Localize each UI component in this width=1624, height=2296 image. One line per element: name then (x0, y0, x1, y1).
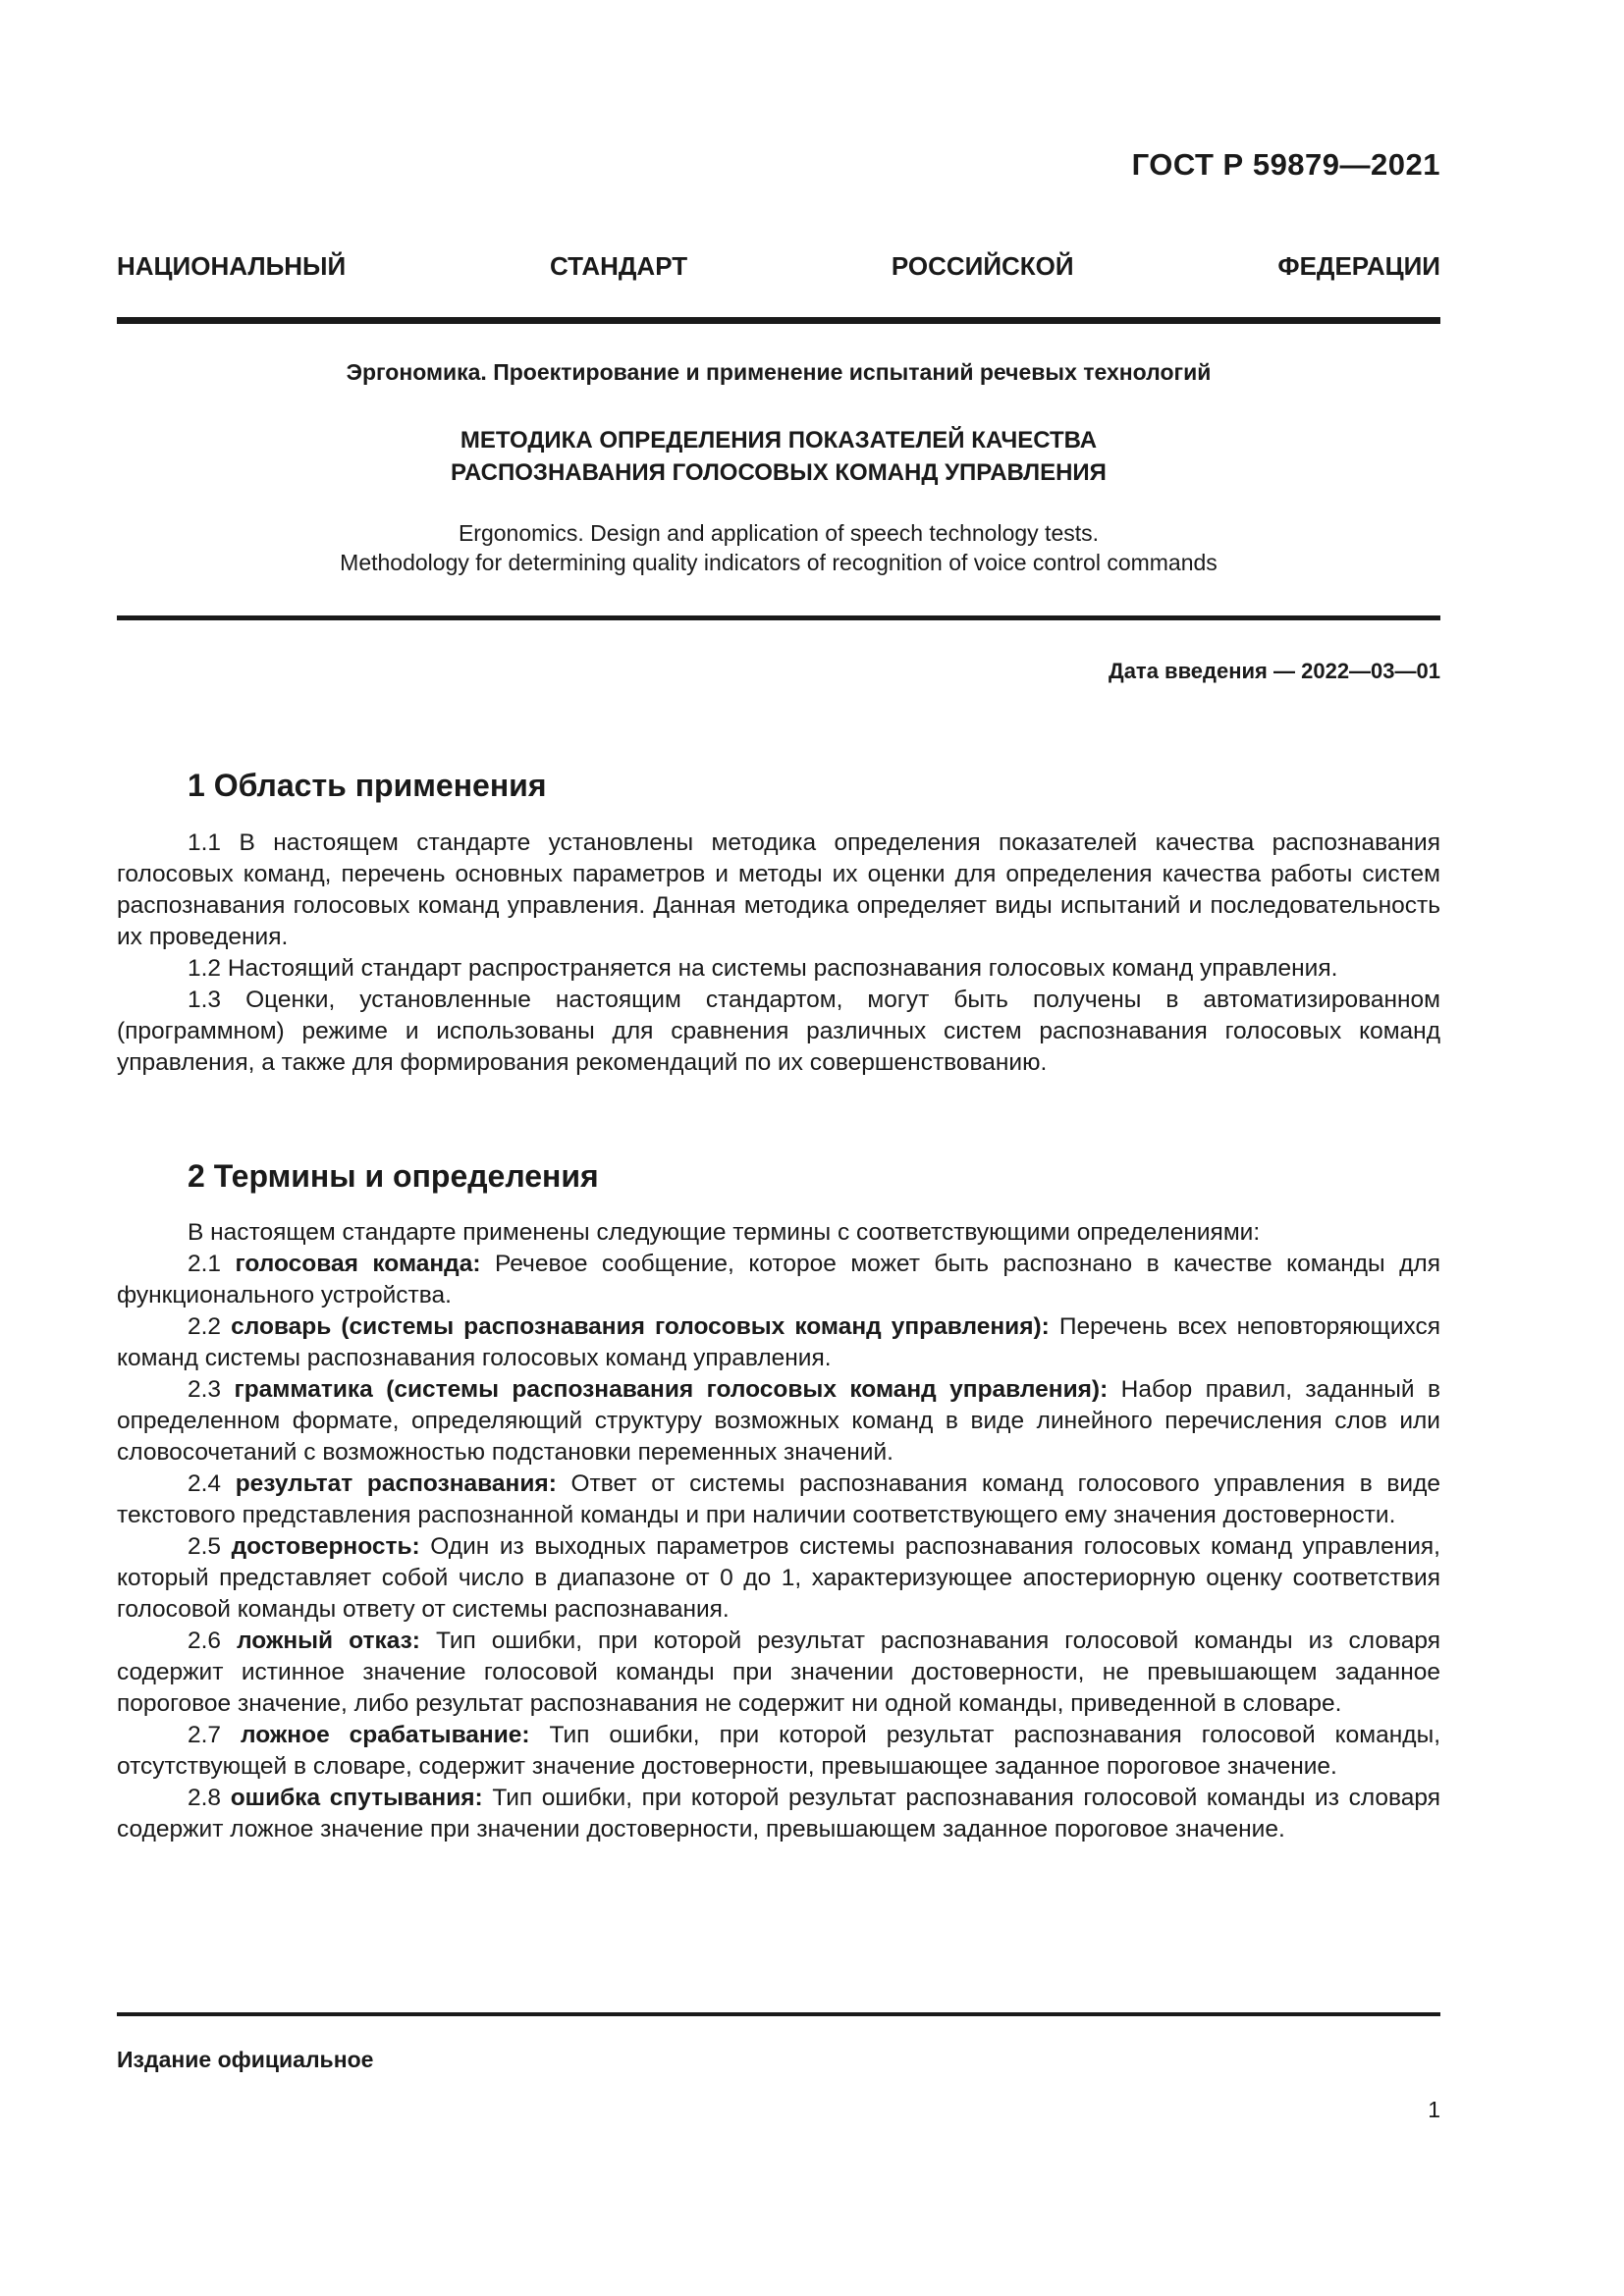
paragraph-1-2: 1.2 Настоящий стандарт распространяется на системы распознавания голосовых команд управления. (188, 955, 1338, 982)
section-2-intro: В настоящем стандарте применены следующие термины с соответствующими определениями: (188, 1219, 1261, 1246)
english-title (117, 518, 1440, 577)
official-edition-label: Издание официальное (117, 2047, 374, 2072)
term-2-6 (117, 1626, 1440, 1720)
page-number: 1 (1428, 2097, 1440, 2122)
term-2-2 (117, 1311, 1440, 1374)
introduction-date: Дата введения — 2022—03—01 (1109, 659, 1440, 683)
term-name: голосовая команда: (235, 1251, 481, 1277)
top-rule (117, 317, 1440, 324)
term-definition: Тип ошибки, при которой результат распознавания голосовой команды, отсутствующей в словаре, содержит значение достоверности, превышающее заданное пороговое значение. (117, 1722, 1440, 1780)
term-name: ложный отказ: (237, 1628, 420, 1654)
paragraph-1-1: 1.1 В настоящем стандарте установлены методика определения показателей качества распознавания голосовых команд, перечень основных параметров и методы их оценки для определения качества работы систем распознавания голосовых команд управления. Данная методика определяет виды испытаний и последовательность их проведения. (117, 829, 1440, 950)
term-number: 2.4 (188, 1470, 236, 1497)
term-2-5 (117, 1531, 1440, 1626)
term-number: 2.3 (188, 1376, 235, 1403)
document-page (117, 0, 1440, 2296)
term-definition: Тип ошибки, при которой результат распознавания голосовой команды из словаря содержит ложное значение при значении достоверности, превышающем заданное пороговое значение. (117, 1785, 1441, 1842)
section-1-body (117, 828, 1440, 1079)
term-number: 2.2 (188, 1313, 232, 1340)
term-definition: Набор правил, заданный в определенном формате, определяющий структуру возможных команд в виде линейного перечисления слов или словосочетаний с возможностью подстановки переменных значений. (117, 1376, 1440, 1466)
section-1-heading: 1 Область применения (188, 768, 547, 803)
title-rule (117, 615, 1440, 620)
term-name: ложное срабатывание: (241, 1722, 530, 1748)
term-definition: Тип ошибки, при которой результат распознавания голосовой команды из словаря содержит истинное значение голосовой команды при значении достоверности, не превышающем заданное пороговое значение, либо результат распознавания не содержит ни одной команды, приведенной в словаре. (117, 1628, 1440, 1717)
term-definition: Речевое сообщение, которое может быть распознано в качестве команды для функционального устройства. (117, 1251, 1440, 1308)
term-name: словарь (системы распознавания голосовых команд управления): (231, 1313, 1050, 1340)
russian-title-line-1: МЕТОДИКА ОПРЕДЕЛЕНИЯ ПОКАЗАТЕЛЕЙ КАЧЕСТВА (460, 427, 1098, 454)
footer-rule (117, 2012, 1440, 2016)
term-number: 2.5 (188, 1533, 232, 1560)
term-2-3 (117, 1374, 1440, 1468)
term-number: 2.1 (188, 1251, 236, 1277)
term-definition: Перечень всех неповторяющихся команд системы распознавания голосовых команд управления. (117, 1313, 1440, 1371)
term-definition: Один из выходных параметров системы распознавания голосовых команд управления, который представляет собой число в диапазоне от 0 до 1, характеризующее апостериорную оценку соответствия голосовой команды ответу от системы распознавания. (117, 1533, 1440, 1623)
term-2-8 (117, 1783, 1440, 1845)
gost-number: ГОСТ Р 59879—2021 (1131, 147, 1440, 182)
term-name: достоверность: (231, 1533, 420, 1560)
section-2-heading: 2 Термины и определения (188, 1158, 599, 1194)
english-title-line-2: Methodology for determining quality indicators of recognition of voice control commands (340, 550, 1218, 575)
paragraph-1-3: 1.3 Оценки, установленные настоящим стандартом, могут быть получены в автоматизированном (программном) режиме и использованы для сравнения различных систем распознавания голосовых команд управления, а также для формирования рекомендаций по их совершенствованию. (117, 987, 1440, 1076)
section-2-body (117, 1217, 1440, 1845)
term-2-1 (117, 1249, 1440, 1311)
russian-title (117, 424, 1440, 489)
russian-title-line-2: РАСПОЗНАВАНИЯ ГОЛОСОВЫХ КОМАНД УПРАВЛЕНИЯ (451, 459, 1107, 486)
term-definition: Ответ от системы распознавания команд голосового управления в виде текстового представления распознанной команды и при наличии соответствующего ему значения достоверности. (117, 1470, 1440, 1528)
national-standard-header: НАЦИОНАЛЬНЫЙ СТАНДАРТ РОССИЙСКОЙ ФЕДЕРАЦИИ (117, 251, 1440, 281)
term-number: 2.8 (188, 1785, 231, 1811)
term-2-7 (117, 1720, 1440, 1783)
term-name: результат распознавания: (235, 1470, 557, 1497)
term-number: 2.7 (188, 1722, 242, 1748)
term-name: ошибка спутывания: (230, 1785, 483, 1811)
term-2-4 (117, 1468, 1440, 1531)
english-title-line-1: Ergonomics. Design and application of speech technology tests. (458, 520, 1100, 546)
term-name: грамматика (системы распознавания голосовых команд управления): (234, 1376, 1109, 1403)
term-number: 2.6 (188, 1628, 238, 1654)
ergonomics-subtitle: Эргономика. Проектирование и применение испытаний речевых технологий (346, 359, 1212, 385)
